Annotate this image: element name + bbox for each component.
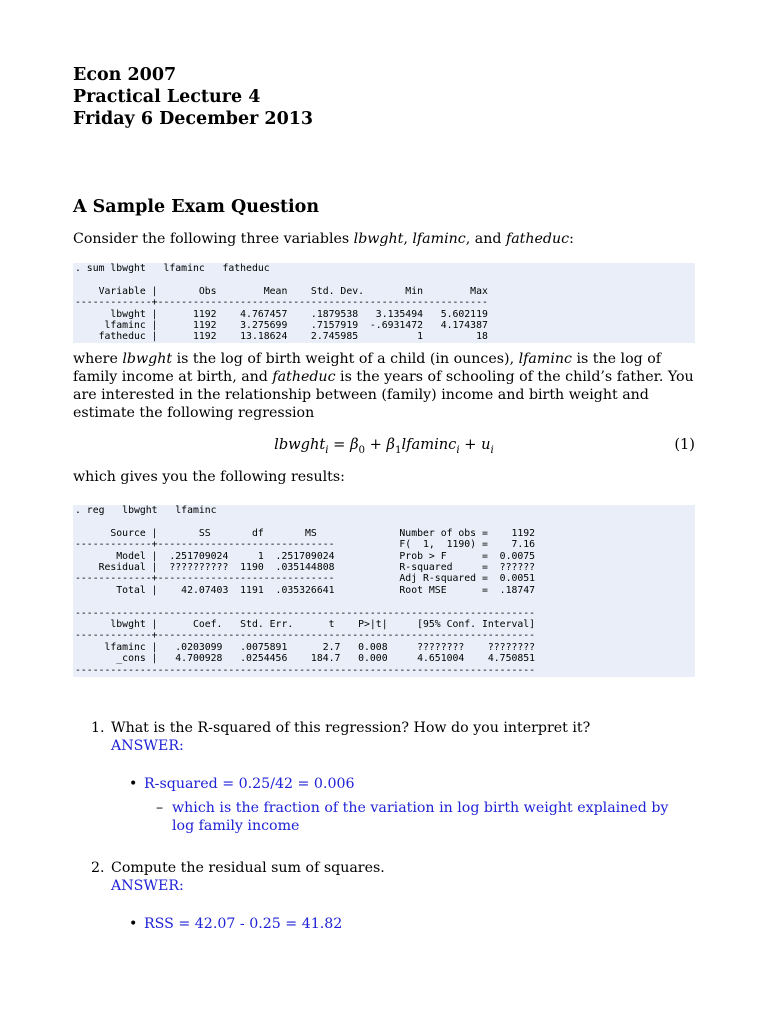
- question-number: 2.: [91, 860, 105, 876]
- lecture-date: Friday 6 December 2013: [73, 109, 314, 129]
- question-number: 1.: [91, 720, 105, 736]
- var-lfaminc: lfaminc: [412, 231, 466, 247]
- bullet-icon: •: [129, 776, 138, 792]
- results-intro: which gives you the following results:: [73, 469, 345, 485]
- answer-bullet: • R-squared = 0.25/42 = 0.006: [129, 776, 355, 792]
- question-text: Compute the residual sum of squares.: [111, 860, 385, 876]
- answer-label: ANSWER:: [111, 738, 184, 754]
- var-lbwght: lbwght: [353, 231, 404, 247]
- equation-number: (1): [674, 436, 695, 453]
- question-1: [73, 719, 695, 835]
- bullet-icon: •: [129, 916, 138, 932]
- var-fatheduc: fatheduc: [505, 231, 570, 247]
- answer-subpoint: – which is the fraction of the variation in log birth weight explained by log family income: [156, 800, 669, 834]
- document-header: [73, 64, 695, 130]
- stata-summary-output: . sum lbwght lfaminc fatheduc Variable | Obs Mean Std. Dev. Min Max -------------+-------------------------------------------------------- lbwght | 1192 4.767457 .1879538 3.135494 5.602119 lfaminc | 1192 3.275699 .7157919 -.6931472 4.174387 fatheduc | 1192 13.18624 2.745985 1 18: [73, 263, 695, 343]
- section-title: A Sample Exam Question: [73, 197, 320, 217]
- stata-regression-output: . reg lbwght lfaminc Source | SS df MS Number of obs = 1192 -------------+------------------------------ F( 1, 1190) = 7.16 Model | .251709024 1 .251709024 Prob > F = 0.0075 Residual | ?????????? 1190 .035144808 R-squared = ?????? -------------+------------------------------ Adj R-squared = 0.0051 Total | 42.07403 1191 .035326641 Root MSE = .18747 ------------------------------------------------------------------------------ lbwght | Coef. Std. Err. t P>|t| [95% Conf. Interval] -------------+---------------------------------------------------------------- lfaminc | .0203099 .0075891 2.7 0.008 ???????? ???????? _cons | 4.700928 .0254456 184.7 0.000 4.651004 4.750851 ------------------------------------------------------------------------------: [73, 505, 695, 677]
- answer-label: ANSWER:: [111, 878, 184, 894]
- answer-bullet: • RSS = 42.07 - 0.25 = 41.82: [129, 916, 343, 932]
- page: [73, 64, 695, 933]
- equation-body: lbwght$_i$ = $\beta_0 + \beta_1lfaminc_i + u_i$: [274, 436, 494, 456]
- dash-icon: –: [156, 800, 164, 816]
- lecture-title: Practical Lecture 4: [73, 87, 261, 107]
- intro-paragraph: Consider the following three variables lbwght, lfaminc, and fatheduc:: [73, 231, 574, 247]
- question-text: What is the R-squared of this regression? How do you interpret it?: [111, 720, 591, 736]
- description-paragraph: where lbwght is the log of birth weight of a child (in ounces), lfaminc is the log of family income at birth, and fatheduc is the years of schooling of the child’s father. You are interested in the relationship between (family) income and birth weight and estimate the following regression: [73, 351, 694, 421]
- course-title: Econ 2007: [73, 65, 177, 85]
- question-2: [73, 859, 695, 933]
- regression-equation: [73, 434, 695, 456]
